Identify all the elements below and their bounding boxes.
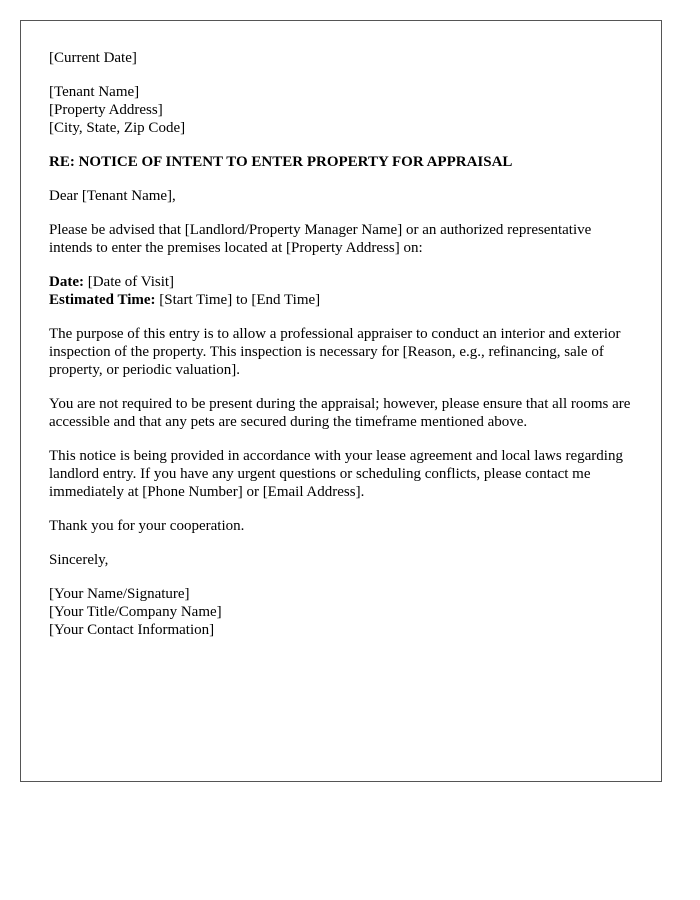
date-label: Date: bbox=[49, 274, 84, 290]
visit-details bbox=[49, 273, 633, 309]
time-value: [Start Time] to [End Time] bbox=[155, 292, 321, 308]
recipient-address: [Property Address] bbox=[49, 102, 163, 118]
signature-name: [Your Name/Signature] bbox=[49, 586, 190, 602]
date-value: [Date of Visit] bbox=[83, 274, 175, 290]
signature-contact: [Your Contact Information] bbox=[49, 622, 215, 638]
intro-paragraph: Please be advised that [Landlord/Property Manager Name] or an authorized representative intends to enter the premises located at [Property Address] on: bbox=[49, 222, 592, 256]
letter-date: [Current Date] bbox=[49, 50, 137, 66]
time-label: Estimated Time: bbox=[49, 292, 156, 308]
signature-title: [Your Title/Company Name] bbox=[49, 604, 222, 620]
legal-paragraph: This notice is being provided in accordance with your lease agreement and local laws regarding landlord entry. If you have any urgent questions or scheduling conflicts, please contact me immediately at [Phone Number] or [Email Address]. bbox=[49, 448, 623, 500]
closing: Sincerely, bbox=[49, 552, 109, 568]
presence-paragraph: You are not required to be present during the appraisal; however, please ensure that all rooms are accessible and that any pets are secured during the timeframe mentioned above. bbox=[49, 396, 631, 430]
recipient-block bbox=[49, 83, 633, 137]
thanks-paragraph: Thank you for your cooperation. bbox=[49, 518, 245, 534]
signature-block bbox=[49, 585, 633, 639]
recipient-name: [Tenant Name] bbox=[49, 84, 140, 100]
letter bbox=[20, 20, 662, 782]
salutation: Dear [Tenant Name], bbox=[49, 188, 176, 204]
subject-line: RE: NOTICE OF INTENT TO ENTER PROPERTY FOR APPRAISAL bbox=[49, 154, 513, 170]
recipient-city: [City, State, Zip Code] bbox=[49, 120, 186, 136]
purpose-paragraph: The purpose of this entry is to allow a professional appraiser to conduct an interior and exterior inspection of the property. This inspection is necessary for [Reason, e.g., refinancing, sale of property, or periodic valuation]. bbox=[49, 326, 621, 378]
